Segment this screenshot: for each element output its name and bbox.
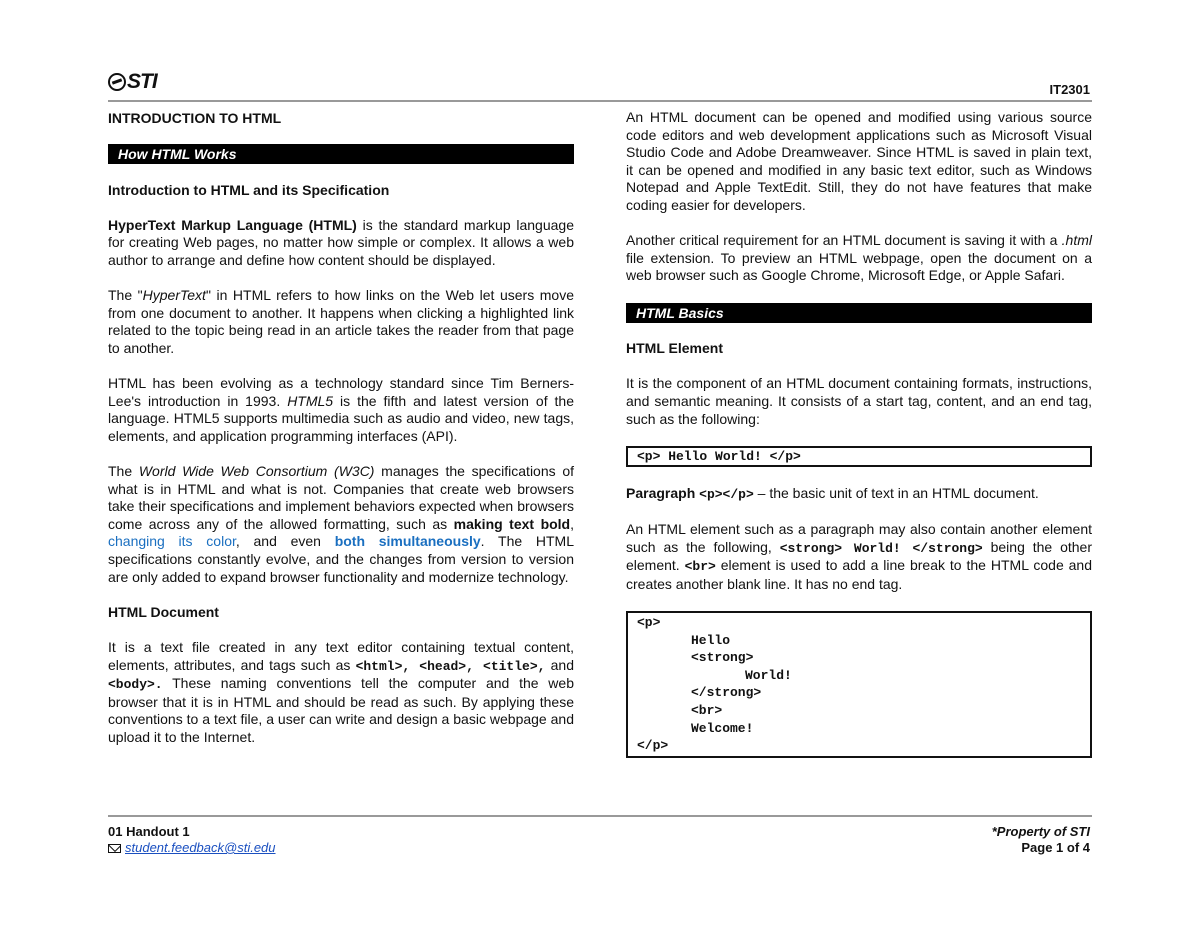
term-html-extension: .html bbox=[1061, 232, 1092, 249]
code-line: Hello bbox=[691, 632, 731, 648]
section-band-html-basics: HTML Basics bbox=[626, 303, 1092, 323]
code-line: <p> bbox=[637, 615, 661, 631]
term-hypertext: HyperText bbox=[142, 287, 206, 304]
paragraph-html-definition bbox=[108, 217, 574, 270]
course-code: IT2301 bbox=[1049, 82, 1090, 97]
code-line: <strong> bbox=[691, 650, 754, 666]
globe-icon bbox=[108, 73, 126, 91]
code-line: </strong> bbox=[691, 685, 762, 701]
paragraph-html-element: It is the component of an HTML document containing formats, instructions, and semantic meaning. It consists of a start tag, content, and an end tag, such as the following: bbox=[626, 375, 1092, 427]
code-block-nested bbox=[626, 611, 1092, 758]
feedback-email-link[interactable]: student.feedback@sti.edu bbox=[125, 840, 276, 855]
text-span: Another critical requirement for an HTML document is saving it with a bbox=[626, 232, 1062, 249]
text-span: An HTML element such as a paragraph may also contain another element such as the following, bbox=[626, 521, 1092, 555]
mail-icon bbox=[108, 844, 121, 853]
code-br-tag: <br> bbox=[684, 559, 716, 575]
footer-divider bbox=[108, 815, 1092, 817]
section-band-how-html-works: How HTML Works bbox=[108, 144, 574, 164]
sti-logo bbox=[108, 70, 157, 94]
code-line: <br> bbox=[691, 703, 723, 718]
example-bold: making text bold bbox=[453, 515, 571, 532]
subheading-html-document: HTML Document bbox=[108, 603, 219, 620]
text-span: The bbox=[108, 463, 139, 480]
text-span: " in HTML refers to how links on the Web let users move from one document to another. It happens when clicking a highlighted link related to the topic being read in an article takes the reader from that page to another. bbox=[108, 287, 575, 356]
feedback-line bbox=[108, 840, 276, 856]
code-line: Welcome! bbox=[691, 720, 754, 736]
term-html5: HTML5 bbox=[287, 392, 334, 409]
text-span: file extension. To preview an HTML webpage, open the document on a web browser such as Google Chrome, Microsoft Edge, or Apple Safari. bbox=[626, 249, 1092, 284]
subheading-intro: Introduction to HTML and its Specification bbox=[108, 181, 390, 198]
text-span: , bbox=[570, 515, 574, 532]
paragraph-file-extension bbox=[626, 232, 1092, 285]
term-html: HyperText Markup Language (HTML) bbox=[108, 216, 357, 233]
paragraph-w3c bbox=[108, 463, 574, 586]
example-bold-color: both simultaneously bbox=[334, 533, 481, 550]
code-line: World! bbox=[745, 667, 792, 683]
footer-right bbox=[992, 824, 1090, 856]
paragraph-html-evolution bbox=[108, 375, 574, 445]
text-span: is the fifth and latest version of the language. HTML5 supports multimedia such as audio and video, new tags, elements, and application programming interfaces (API). bbox=[108, 392, 574, 444]
code-tags: <html>, <head>, <title>, bbox=[355, 658, 546, 674]
text-span: HTML has been evolving as a technology standard since Tim Berners-Lee's introduction in 1993. bbox=[108, 375, 574, 409]
code-block-hello bbox=[626, 446, 1092, 468]
text-span: It is a text file created in any text editor containing textual content, elements, attributes, and tags such as bbox=[108, 639, 574, 673]
text-span: manages the specifications of what is in HTML and what is not. Companies that create web browsers take their specifications and implement behaviors expected when browsers come across any of the allowed formatting, such as bbox=[108, 463, 575, 532]
page-number: Page 1 of 4 bbox=[1021, 840, 1090, 855]
code-line: </p> bbox=[637, 738, 669, 754]
text-span: , and even bbox=[235, 533, 335, 550]
term-paragraph: Paragraph bbox=[626, 484, 700, 501]
text-span: The " bbox=[108, 287, 143, 304]
paragraph-nested-element bbox=[626, 521, 1092, 593]
term-w3c: World Wide Web Consortium (W3C) bbox=[138, 463, 375, 480]
paragraph-html-document bbox=[108, 639, 574, 747]
handout-number: 01 Handout 1 bbox=[108, 824, 190, 839]
text-span: element is used to add a line break to the HTML code and creates another blank line. It has no end tag. bbox=[626, 557, 1092, 592]
text-span: . The HTML specifications constantly evolve, and the changes from version to version are only added to expand browser functionality and modernize technology. bbox=[108, 533, 574, 585]
code-line: <p> Hello World! </p> bbox=[637, 448, 801, 464]
document-title: INTRODUCTION TO HTML bbox=[108, 110, 282, 126]
right-column bbox=[626, 109, 1092, 758]
paragraph-hypertext bbox=[108, 287, 574, 357]
text-span: being the other element. bbox=[626, 538, 1092, 574]
code-body-tag: <body>. bbox=[108, 677, 163, 693]
text-span: is the standard markup language for creating Web pages, no matter how simple or complex. It allows a web author to arrange and define how content should be displayed. bbox=[108, 216, 574, 268]
paragraph-editors: An HTML document can be opened and modified using various source code editors and web development applications such as Microsoft Visual Studio Code and Adobe Dreamweaver. Since HTML is saved in plain text, it can be opened and modified in any basic text editor, such as Windows Notepad and Apple TextEdit. Still, they do not have features that make coding easier for developers. bbox=[626, 109, 1092, 213]
left-column bbox=[108, 109, 574, 747]
footer-left bbox=[108, 824, 276, 856]
property-notice: *Property of STI bbox=[991, 824, 1090, 839]
code-strong-tag: <strong> World! </strong> bbox=[779, 540, 983, 556]
code-p-tag: <p></p> bbox=[699, 486, 754, 502]
logo-text: STI bbox=[127, 70, 157, 93]
example-color: changing its color bbox=[108, 533, 236, 550]
text-span: – the basic unit of text in an HTML document. bbox=[753, 484, 1039, 501]
text-span: These naming conventions tell the computer and the web browser that it is in HTML and should be read as such. By applying these conventions to a text file, a user can write and design a basic webpage and upload it to the Internet. bbox=[108, 675, 574, 745]
paragraph-p-tag bbox=[626, 485, 1092, 504]
subheading-html-element: HTML Element bbox=[626, 340, 723, 357]
header-divider bbox=[108, 100, 1092, 102]
text-span: and bbox=[545, 656, 574, 673]
